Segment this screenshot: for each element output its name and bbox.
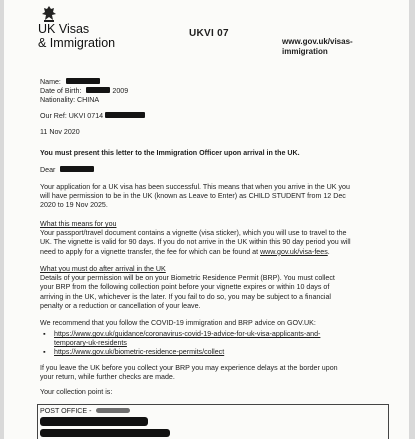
dob-year: 2009: [112, 87, 129, 95]
dob-row: [40, 87, 128, 96]
form-code: UKVI 07: [189, 28, 229, 39]
fee-text-end: .: [327, 247, 330, 256]
meaning-line-last: [40, 248, 400, 257]
letter-page: [4, 0, 409, 439]
bullet-icon: ▪: [43, 330, 46, 338]
redacted-branch: [96, 408, 130, 413]
organisation-name: [38, 22, 115, 50]
covid-advice-link[interactable]: https://www.gov.uk/guidance/coronavirus-covid-19-advice-for-uk-visa-applicants-and-: [54, 330, 321, 338]
bullet-icon: ▪: [43, 348, 46, 357]
salutation-row: [40, 166, 94, 175]
leave-note: [40, 364, 400, 382]
redacted-address-line: [40, 429, 170, 437]
approval-line: will have permission to be in the UK (known as Leave to Enter) as CHILD STUDENT from 12 Dec: [40, 192, 346, 201]
after-arrival-heading: What you must do after arrival in the UK: [40, 265, 166, 273]
approval-paragraph: [40, 183, 400, 211]
visa-fees-link[interactable]: www.gov.uk/visa-fees: [260, 247, 328, 256]
advice-links: [40, 330, 320, 358]
after-arrival-line: arriving in the UK, whichever is the later. If you fail to do so, you may be subject to a financial: [40, 292, 331, 301]
dob-label: Date of Birth:: [40, 87, 82, 95]
bullet-item: [40, 330, 320, 339]
organisation-line-2: & Immigration: [38, 36, 116, 50]
meaning-section: [40, 220, 400, 257]
covid-advice-link-continued[interactable]: temporary-uk-residents: [54, 339, 127, 348]
meaning-line: UK. The vignette is valid for 90 days. If you do not arrive in the UK within this 90 day period you will: [40, 238, 351, 247]
after-arrival-line: penalty or a reduction or cancellation of your leave.: [40, 301, 201, 310]
meaning-heading: What this means for you: [40, 220, 117, 228]
arrival-notice: You must present this letter to the Immigration Officer upon arrival in the UK.: [40, 149, 300, 157]
reference-row: [40, 112, 145, 121]
redacted-name: [66, 78, 100, 84]
after-arrival-section: [40, 265, 400, 311]
after-arrival-line: Details of your permission will be on your Biometric Residence Permit (BRP). You must collect: [40, 274, 335, 283]
redacted-address-line: [40, 417, 148, 426]
royal-crest-icon: [38, 4, 60, 24]
meaning-line: Your passport/travel document contains a vignette (visa sticker), which you will use to travel to the: [40, 229, 347, 238]
bullet-item: [40, 348, 320, 357]
brp-collect-link[interactable]: https://www.gov.uk/biometric-residence-permits/collect: [54, 348, 225, 357]
website-line-2: immigration: [282, 47, 328, 56]
nationality: Nationality: CHINA: [40, 96, 100, 104]
letter-date: 11 Nov 2020: [40, 128, 80, 136]
approval-line: 2020 to 19 Nov 2025.: [40, 201, 108, 210]
leave-note-line: your return, while further checks are made.: [40, 373, 175, 382]
redacted-recipient: [60, 166, 94, 172]
after-arrival-line: your BRP from the following collection point before your vignette expires or within 10 days of: [40, 283, 330, 292]
bullet-item-continued: [40, 339, 320, 348]
organisation-line-1: UK Visas: [38, 22, 90, 36]
recommendation: We recommend that you follow the COVID-19 immigration and BRP advice on GOV.UK:: [40, 319, 316, 327]
approval-line: Your application for a UK visa has been successful. This means that when you arrive in the UK you: [40, 183, 350, 191]
redacted-dob: [86, 87, 110, 93]
website-line-1: www.gov.uk/visas-: [282, 37, 353, 46]
fee-text: need to apply for a vignette transfer, the fee for which can be found at: [40, 247, 261, 256]
collection-point: POST OFFICE -: [40, 407, 92, 415]
name-row: [40, 78, 100, 87]
website-address: [282, 37, 353, 57]
leave-note-line: If you leave the UK before you collect your BRP you may experience delays at the border upon: [40, 364, 338, 372]
salutation: Dear: [40, 166, 56, 174]
collection-label: Your collection point is:: [40, 388, 113, 396]
name-label: Name:: [40, 78, 61, 86]
our-reference: Our Ref: UKVI 0714: [40, 112, 104, 120]
collection-point-box: [37, 404, 389, 439]
redacted-reference: [105, 112, 145, 118]
